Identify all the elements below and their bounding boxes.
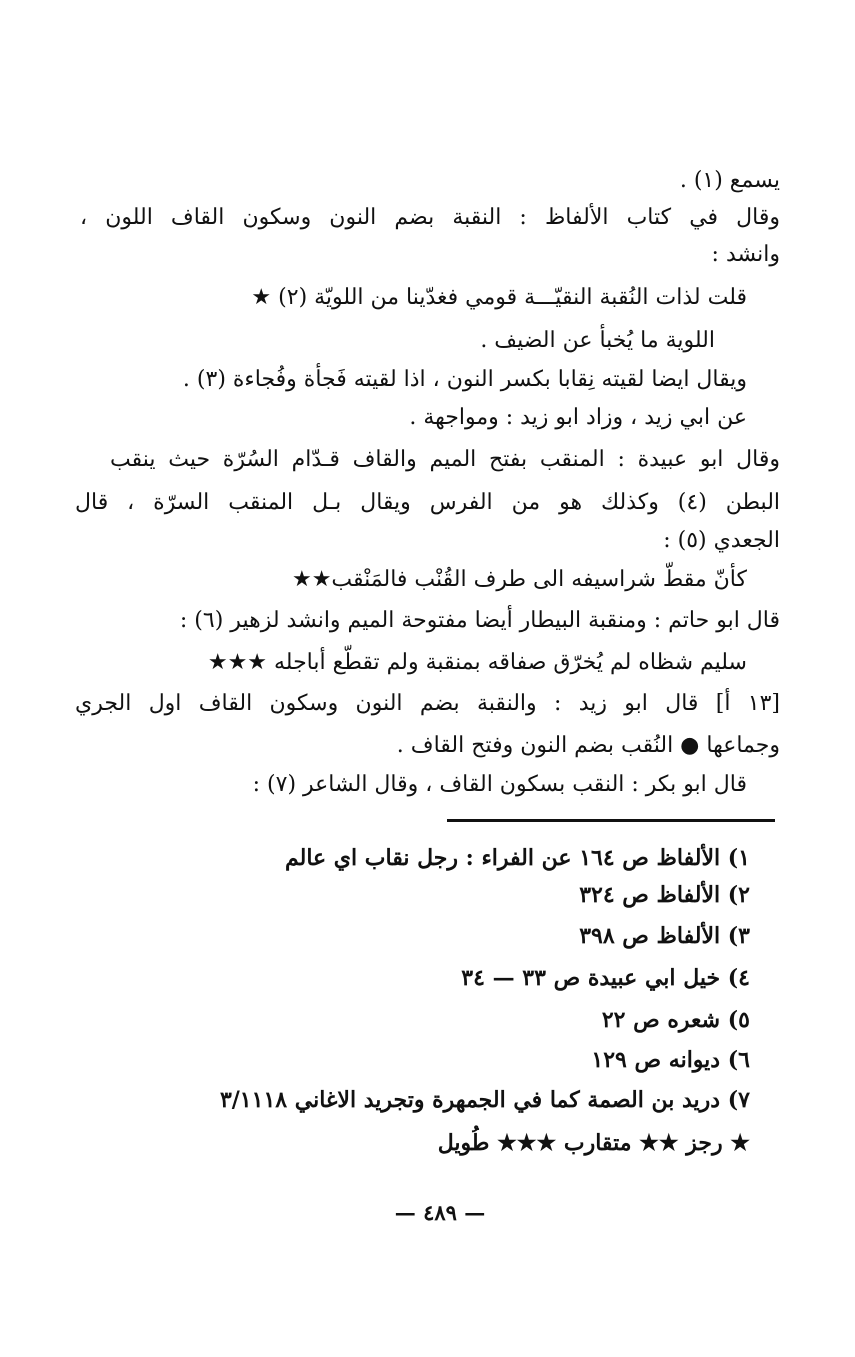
- footnote-2: ٢) الألفاظ ص ٣٢٤: [579, 882, 750, 908]
- text-line-3: وانشد :: [711, 242, 780, 267]
- text-line-15: وجماعها ● النُقب بضم النون وفتح القاف .: [396, 733, 780, 758]
- verse-line-2: كأنّ مقطّ شراسيفه الى طرف القُنْب فالمَنْقب★★: [291, 567, 747, 592]
- text-line-8: وقال ابو عبيدة : المنقب بفتح الميم والقاف قـدّام السُرّة حيث ينقب: [110, 447, 780, 472]
- text-line-9: البطن (٤) وكذلك هو من الفرس ويقال بـل المنقب السرّة ، قال: [75, 490, 781, 515]
- text-line-5: اللوية ما يُخبأ عن الضيف .: [480, 328, 715, 353]
- footnote-1: ١) الألفاظ ص ١٦٤ عن الفراء : رجل نقاب اي عالم: [284, 845, 750, 871]
- text-line-10: الجعدي (٥) :: [663, 528, 780, 553]
- footnote-7: ٧) دريد بن الصمة كما في الجمهرة وتجريد الاغاني ٣/١١١٨: [219, 1087, 750, 1113]
- footnote-3: ٣) الألفاظ ص ٣٩٨: [579, 923, 750, 949]
- footnote-5: ٥) شعره ص ٢٢: [601, 1007, 750, 1033]
- text-line-2: وقال في كتاب الألفاظ : النقبة بضم النون وسكون القاف اللون ،: [80, 205, 780, 230]
- text-line-12: قال ابو حاتم : ومنقبة البيطار أيضا مفتوحة الميم وانشد لزهير (٦) :: [179, 608, 780, 633]
- footnote-6: ٦) ديوانه ص ١٢٩: [591, 1047, 750, 1073]
- footnote-4: ٤) خيل ابي عبيدة ص ٣٣ — ٣٤: [461, 965, 750, 991]
- footnote-divider: [447, 819, 775, 822]
- text-line-7: عن ابي زيد ، وزاد ابو زيد : ومواجهة .: [409, 405, 747, 430]
- text-line-1: يسمع (١) .: [679, 168, 780, 193]
- text-line-16: قال ابو بكر : النقب بسكون القاف ، وقال الشاعر (٧) :: [252, 772, 747, 797]
- page-number: — ٤٨٩ —: [394, 1200, 486, 1225]
- text-line-6: ويقال ايضا لقيته نِقابا بكسر النون ، اذا لقيته فَجأة وفُجاءة (٣) .: [182, 367, 747, 392]
- verse-line-1: قلت لذات النُقبة النقيّـــة قومي فغدّينا من اللويّة (٢) ★: [251, 285, 747, 310]
- text-line-14: [١٣ أ] قال ابو زيد : والنقبة بضم النون وسكون القاف اول الجري: [75, 691, 780, 716]
- meter-legend: ★ رجز ★★ متقارب ★★★ طُويل: [437, 1130, 750, 1156]
- verse-line-3: سليم شظاه لم يُخرّق صفاقه بمنقبة ولم تقطّع أباجله ★★★: [207, 650, 747, 675]
